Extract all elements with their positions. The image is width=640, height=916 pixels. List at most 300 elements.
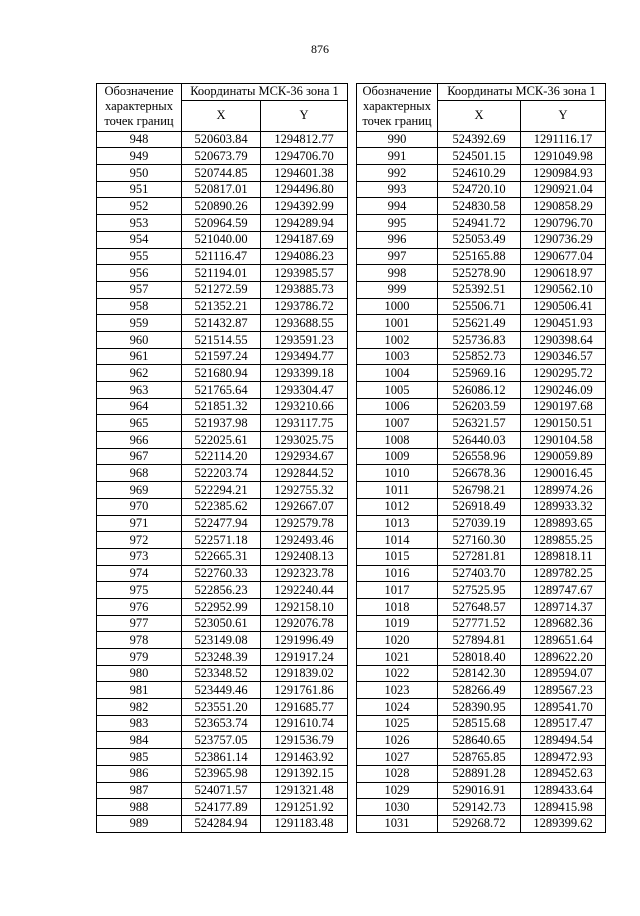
- x-coordinate-cell: 522294.21: [182, 482, 261, 499]
- point-number-cell: 987: [97, 782, 182, 799]
- table-row: [97, 382, 348, 399]
- table-row: [97, 482, 348, 499]
- point-number-cell: 1005: [357, 382, 438, 399]
- x-coordinate-cell: 526678.36: [438, 465, 521, 482]
- x-coordinate-cell: 522952.99: [182, 598, 261, 615]
- x-coordinate-cell: 524720.10: [438, 181, 521, 198]
- point-number-cell: 996: [357, 231, 438, 248]
- point-number-cell: 988: [97, 799, 182, 816]
- x-coordinate-cell: 528515.68: [438, 715, 521, 732]
- y-coordinate-cell: 1293494.77: [261, 348, 348, 365]
- point-number-cell: 957: [97, 281, 182, 298]
- x-coordinate-cell: 524941.72: [438, 215, 521, 232]
- point-number-cell: 975: [97, 582, 182, 599]
- point-number-cell: 950: [97, 165, 182, 182]
- point-number-cell: 1004: [357, 365, 438, 382]
- point-number-cell: 999: [357, 281, 438, 298]
- x-coordinate-cell: 523653.74: [182, 715, 261, 732]
- point-number-cell: 1014: [357, 532, 438, 549]
- x-coordinate-cell: 523551.20: [182, 699, 261, 716]
- x-coordinate-cell: 525392.51: [438, 281, 521, 298]
- x-coordinate-cell: 523861.14: [182, 749, 261, 766]
- point-number-cell: 1028: [357, 765, 438, 782]
- point-number-cell: 1031: [357, 815, 438, 832]
- y-coordinate-cell: 1289682.36: [521, 615, 606, 632]
- y-coordinate-cell: 1290858.29: [521, 198, 606, 215]
- x-coordinate-cell: 523248.39: [182, 649, 261, 666]
- table-row: [97, 231, 348, 248]
- y-coordinate-cell: 1290506.41: [521, 298, 606, 315]
- y-coordinate-cell: 1294496.80: [261, 181, 348, 198]
- point-number-cell: 1000: [357, 298, 438, 315]
- point-number-cell: 1024: [357, 699, 438, 716]
- x-coordinate-cell: 522760.33: [182, 565, 261, 582]
- point-number-cell: 953: [97, 215, 182, 232]
- table-row: [357, 465, 606, 482]
- y-coordinate-cell: 1290921.04: [521, 181, 606, 198]
- x-coordinate-cell: 525053.49: [438, 231, 521, 248]
- table-row: [357, 231, 606, 248]
- point-number-cell: 1026: [357, 732, 438, 749]
- table-row: [97, 148, 348, 165]
- table-row: [97, 632, 348, 649]
- point-number-cell: 998: [357, 265, 438, 282]
- x-coordinate-cell: 524830.58: [438, 198, 521, 215]
- table-row: [357, 215, 606, 232]
- x-coordinate-cell: 528765.85: [438, 749, 521, 766]
- point-number-cell: 1015: [357, 548, 438, 565]
- x-coordinate-cell: 526321.57: [438, 415, 521, 432]
- point-number-cell: 956: [97, 265, 182, 282]
- table-row: [357, 799, 606, 816]
- x-coordinate-cell: 520964.59: [182, 215, 261, 232]
- y-coordinate-cell: 1291392.15: [261, 765, 348, 782]
- table-row: [357, 398, 606, 415]
- table-row: [357, 582, 606, 599]
- x-coordinate-cell: 520817.01: [182, 181, 261, 198]
- y-coordinate-cell: 1294706.70: [261, 148, 348, 165]
- y-coordinate-cell: 1292076.78: [261, 615, 348, 632]
- x-coordinate-cell: 521194.01: [182, 265, 261, 282]
- point-number-cell: 1003: [357, 348, 438, 365]
- point-number-cell: 962: [97, 365, 182, 382]
- y-coordinate-cell: 1290150.51: [521, 415, 606, 432]
- point-number-cell: 966: [97, 432, 182, 449]
- coord-title-header: Координаты МСК-36 зона 1: [438, 84, 606, 101]
- y-coordinate-cell: 1293591.23: [261, 331, 348, 348]
- y-coordinate-cell: 1289933.32: [521, 498, 606, 515]
- x-coordinate-cell: 522477.94: [182, 515, 261, 532]
- x-coordinate-cell: 526558.96: [438, 448, 521, 465]
- point-number-cell: 1010: [357, 465, 438, 482]
- point-number-cell: 976: [97, 598, 182, 615]
- coordinate-table-right: [356, 83, 606, 833]
- table-row: [357, 732, 606, 749]
- table-row: [357, 749, 606, 766]
- x-coordinate-cell: 522114.20: [182, 448, 261, 465]
- y-coordinate-cell: 1289782.25: [521, 565, 606, 582]
- point-number-cell: 1023: [357, 682, 438, 699]
- y-coordinate-cell: 1292240.44: [261, 582, 348, 599]
- point-number-cell: 968: [97, 465, 182, 482]
- x-coordinate-cell: 524501.15: [438, 148, 521, 165]
- x-coordinate-cell: 521514.55: [182, 331, 261, 348]
- table-row: [97, 165, 348, 182]
- y-coordinate-cell: 1294289.94: [261, 215, 348, 232]
- y-coordinate-cell: 1291116.17: [521, 131, 606, 148]
- table-row: [97, 248, 348, 265]
- point-number-cell: 1020: [357, 632, 438, 649]
- point-number-cell: 1013: [357, 515, 438, 532]
- x-coordinate-cell: 521680.94: [182, 365, 261, 382]
- y-coordinate-cell: 1294601.38: [261, 165, 348, 182]
- coordinate-tables: [96, 83, 606, 833]
- point-number-cell: 969: [97, 482, 182, 499]
- y-coordinate-cell: 1290796.70: [521, 215, 606, 232]
- y-coordinate-cell: 1293210.66: [261, 398, 348, 415]
- table-row: [97, 799, 348, 816]
- point-number-cell: 985: [97, 749, 182, 766]
- y-coordinate-cell: 1289452.63: [521, 765, 606, 782]
- table-row: [97, 732, 348, 749]
- table-row: [357, 715, 606, 732]
- x-coordinate-cell: 523348.52: [182, 665, 261, 682]
- y-coordinate-cell: 1292844.52: [261, 465, 348, 482]
- x-coordinate-cell: 524177.89: [182, 799, 261, 816]
- table-row: [97, 815, 348, 832]
- y-coordinate-cell: 1291839.02: [261, 665, 348, 682]
- table-row: [97, 565, 348, 582]
- x-coordinate-cell: 524392.69: [438, 131, 521, 148]
- table-row: [357, 699, 606, 716]
- x-coordinate-cell: 527160.30: [438, 532, 521, 549]
- x-coordinate-cell: 529016.91: [438, 782, 521, 799]
- table-row: [97, 699, 348, 716]
- table-row: [97, 782, 348, 799]
- x-coordinate-cell: 523449.46: [182, 682, 261, 699]
- point-number-cell: 1007: [357, 415, 438, 432]
- y-coordinate-cell: 1290016.45: [521, 465, 606, 482]
- y-coordinate-cell: 1289567.23: [521, 682, 606, 699]
- y-header: Y: [261, 100, 348, 131]
- x-coordinate-cell: 527894.81: [438, 632, 521, 649]
- y-coordinate-cell: 1291917.24: [261, 649, 348, 666]
- y-coordinate-cell: 1294392.99: [261, 198, 348, 215]
- table-row: [97, 181, 348, 198]
- point-number-cell: 986: [97, 765, 182, 782]
- y-coordinate-cell: 1292408.13: [261, 548, 348, 565]
- point-number-cell: 984: [97, 732, 182, 749]
- y-coordinate-cell: 1293985.57: [261, 265, 348, 282]
- point-number-cell: 951: [97, 181, 182, 198]
- y-coordinate-cell: 1289651.64: [521, 632, 606, 649]
- y-coordinate-cell: 1289472.93: [521, 749, 606, 766]
- table-row: [357, 348, 606, 365]
- y-coordinate-cell: 1289893.65: [521, 515, 606, 532]
- x-coordinate-cell: 520890.26: [182, 198, 261, 215]
- y-coordinate-cell: 1289433.64: [521, 782, 606, 799]
- point-number-cell: 1006: [357, 398, 438, 415]
- y-coordinate-cell: 1289855.25: [521, 532, 606, 549]
- point-number-cell: 991: [357, 148, 438, 165]
- point-number-cell: 1002: [357, 331, 438, 348]
- y-coordinate-cell: 1293117.75: [261, 415, 348, 432]
- y-coordinate-cell: 1289517.47: [521, 715, 606, 732]
- table-row: [97, 665, 348, 682]
- y-coordinate-cell: 1290346.57: [521, 348, 606, 365]
- y-coordinate-cell: 1289714.37: [521, 598, 606, 615]
- x-coordinate-cell: 522203.74: [182, 465, 261, 482]
- point-number-cell: 1019: [357, 615, 438, 632]
- table-row: [97, 415, 348, 432]
- table-row: [97, 281, 348, 298]
- table-row: [357, 632, 606, 649]
- point-number-cell: 990: [357, 131, 438, 148]
- y-coordinate-cell: 1292493.46: [261, 532, 348, 549]
- point-number-cell: 1008: [357, 432, 438, 449]
- y-coordinate-cell: 1294187.69: [261, 231, 348, 248]
- table-row: [357, 782, 606, 799]
- x-coordinate-cell: 525736.83: [438, 331, 521, 348]
- x-coordinate-cell: 521937.98: [182, 415, 261, 432]
- table-row: [357, 331, 606, 348]
- point-number-cell: 963: [97, 382, 182, 399]
- table-row: [357, 815, 606, 832]
- y-coordinate-cell: 1294086.23: [261, 248, 348, 265]
- x-coordinate-cell: 528266.49: [438, 682, 521, 699]
- table-row: [97, 582, 348, 599]
- y-coordinate-cell: 1293885.73: [261, 281, 348, 298]
- point-number-cell: 1027: [357, 749, 438, 766]
- table-row: [357, 415, 606, 432]
- x-coordinate-cell: 526918.49: [438, 498, 521, 515]
- table-row: [357, 432, 606, 449]
- table-row: [357, 148, 606, 165]
- x-coordinate-cell: 528390.95: [438, 699, 521, 716]
- x-coordinate-cell: 522385.62: [182, 498, 261, 515]
- x-coordinate-cell: 527525.95: [438, 582, 521, 599]
- x-coordinate-cell: 529142.73: [438, 799, 521, 816]
- y-coordinate-cell: 1291536.79: [261, 732, 348, 749]
- point-number-cell: 961: [97, 348, 182, 365]
- y-coordinate-cell: 1294812.77: [261, 131, 348, 148]
- point-number-cell: 1016: [357, 565, 438, 582]
- x-header: X: [182, 100, 261, 131]
- x-coordinate-cell: 528640.65: [438, 732, 521, 749]
- table-row: [357, 165, 606, 182]
- table-row: [97, 715, 348, 732]
- table-row: [97, 548, 348, 565]
- y-coordinate-cell: 1291685.77: [261, 699, 348, 716]
- x-coordinate-cell: 526086.12: [438, 382, 521, 399]
- y-coordinate-cell: 1289494.54: [521, 732, 606, 749]
- y-coordinate-cell: 1290562.10: [521, 281, 606, 298]
- point-number-cell: 972: [97, 532, 182, 549]
- table-row: [97, 532, 348, 549]
- table-row: [97, 432, 348, 449]
- y-coordinate-cell: 1291996.49: [261, 632, 348, 649]
- x-coordinate-cell: 527281.81: [438, 548, 521, 565]
- x-coordinate-cell: 521352.21: [182, 298, 261, 315]
- point-number-cell: 1001: [357, 315, 438, 332]
- table-row: [357, 265, 606, 282]
- table-row: [357, 532, 606, 549]
- x-coordinate-cell: 528018.40: [438, 649, 521, 666]
- table-row: [97, 315, 348, 332]
- point-label-header: Обозначение характерных точек границ: [97, 84, 182, 132]
- x-coordinate-cell: 523149.08: [182, 632, 261, 649]
- x-coordinate-cell: 525852.73: [438, 348, 521, 365]
- x-coordinate-cell: 522856.23: [182, 582, 261, 599]
- y-coordinate-cell: 1290677.04: [521, 248, 606, 265]
- y-coordinate-cell: 1293786.72: [261, 298, 348, 315]
- x-coordinate-cell: 526440.03: [438, 432, 521, 449]
- x-coordinate-cell: 523757.05: [182, 732, 261, 749]
- table-row: [97, 365, 348, 382]
- table-row: [97, 198, 348, 215]
- table-row: [357, 665, 606, 682]
- point-number-cell: 995: [357, 215, 438, 232]
- point-number-cell: 970: [97, 498, 182, 515]
- point-number-cell: 992: [357, 165, 438, 182]
- table-row: [97, 598, 348, 615]
- table-row: [357, 682, 606, 699]
- point-number-cell: 983: [97, 715, 182, 732]
- y-coordinate-cell: 1292158.10: [261, 598, 348, 615]
- point-number-cell: 948: [97, 131, 182, 148]
- y-coordinate-cell: 1292579.78: [261, 515, 348, 532]
- x-coordinate-cell: 526203.59: [438, 398, 521, 415]
- y-coordinate-cell: 1292323.78: [261, 565, 348, 582]
- y-header: Y: [521, 100, 606, 131]
- table-row: [357, 565, 606, 582]
- x-coordinate-cell: 525621.49: [438, 315, 521, 332]
- x-coordinate-cell: 520744.85: [182, 165, 261, 182]
- table-row: [97, 131, 348, 148]
- point-number-cell: 1009: [357, 448, 438, 465]
- table-row: [357, 498, 606, 515]
- point-number-cell: 981: [97, 682, 182, 699]
- y-coordinate-cell: 1289747.67: [521, 582, 606, 599]
- point-number-cell: 1021: [357, 649, 438, 666]
- x-coordinate-cell: 522571.18: [182, 532, 261, 549]
- table-row: [97, 498, 348, 515]
- table-row: [357, 382, 606, 399]
- x-coordinate-cell: 520673.79: [182, 148, 261, 165]
- table-row: [357, 649, 606, 666]
- x-coordinate-cell: 524071.57: [182, 782, 261, 799]
- point-number-cell: 949: [97, 148, 182, 165]
- point-number-cell: 954: [97, 231, 182, 248]
- x-coordinate-cell: 526798.21: [438, 482, 521, 499]
- table-row: [97, 749, 348, 766]
- y-coordinate-cell: 1291183.48: [261, 815, 348, 832]
- point-number-cell: 977: [97, 615, 182, 632]
- point-number-cell: 967: [97, 448, 182, 465]
- x-coordinate-cell: 523050.61: [182, 615, 261, 632]
- point-number-cell: 1025: [357, 715, 438, 732]
- x-coordinate-cell: 525165.88: [438, 248, 521, 265]
- table-row: [97, 615, 348, 632]
- y-coordinate-cell: 1289818.11: [521, 548, 606, 565]
- x-coordinate-cell: 522025.61: [182, 432, 261, 449]
- y-coordinate-cell: 1289415.98: [521, 799, 606, 816]
- point-number-cell: 989: [97, 815, 182, 832]
- x-coordinate-cell: 521765.64: [182, 382, 261, 399]
- x-coordinate-cell: 525506.71: [438, 298, 521, 315]
- page-number: 876: [311, 42, 329, 56]
- x-coordinate-cell: 524610.29: [438, 165, 521, 182]
- table-row: [97, 649, 348, 666]
- y-coordinate-cell: 1290618.97: [521, 265, 606, 282]
- point-number-cell: 1017: [357, 582, 438, 599]
- y-coordinate-cell: 1289541.70: [521, 699, 606, 716]
- x-coordinate-cell: 527403.70: [438, 565, 521, 582]
- table-row: [357, 515, 606, 532]
- point-number-cell: 1011: [357, 482, 438, 499]
- table-row: [357, 765, 606, 782]
- x-coordinate-cell: 521432.87: [182, 315, 261, 332]
- y-coordinate-cell: 1290197.68: [521, 398, 606, 415]
- y-coordinate-cell: 1290104.58: [521, 432, 606, 449]
- table-row: [97, 765, 348, 782]
- point-number-cell: 993: [357, 181, 438, 198]
- table-row: [97, 682, 348, 699]
- table-row: [97, 398, 348, 415]
- point-number-cell: 971: [97, 515, 182, 532]
- y-coordinate-cell: 1293025.75: [261, 432, 348, 449]
- y-coordinate-cell: 1292934.67: [261, 448, 348, 465]
- x-coordinate-cell: 527039.19: [438, 515, 521, 532]
- point-number-cell: 997: [357, 248, 438, 265]
- point-number-cell: 964: [97, 398, 182, 415]
- point-number-cell: 1022: [357, 665, 438, 682]
- point-number-cell: 952: [97, 198, 182, 215]
- table-row: [97, 298, 348, 315]
- point-number-cell: 1012: [357, 498, 438, 515]
- right-table-body: [357, 131, 606, 832]
- table-row: [357, 615, 606, 632]
- y-coordinate-cell: 1290451.93: [521, 315, 606, 332]
- table-row: [357, 598, 606, 615]
- table-row: [357, 482, 606, 499]
- y-coordinate-cell: 1291610.74: [261, 715, 348, 732]
- point-number-cell: 959: [97, 315, 182, 332]
- point-number-cell: 1030: [357, 799, 438, 816]
- table-row: [357, 181, 606, 198]
- x-header: X: [438, 100, 521, 131]
- point-number-cell: 994: [357, 198, 438, 215]
- y-coordinate-cell: 1291321.48: [261, 782, 348, 799]
- table-row: [97, 448, 348, 465]
- y-coordinate-cell: 1292667.07: [261, 498, 348, 515]
- point-number-cell: 1018: [357, 598, 438, 615]
- point-label-header: Обозначение характерных точек границ: [357, 84, 438, 132]
- y-coordinate-cell: 1291761.86: [261, 682, 348, 699]
- point-number-cell: 955: [97, 248, 182, 265]
- x-coordinate-cell: 521851.32: [182, 398, 261, 415]
- x-coordinate-cell: 528142.30: [438, 665, 521, 682]
- point-number-cell: 979: [97, 649, 182, 666]
- point-number-cell: 973: [97, 548, 182, 565]
- x-coordinate-cell: 527648.57: [438, 598, 521, 615]
- table-row: [357, 365, 606, 382]
- y-coordinate-cell: 1290059.89: [521, 448, 606, 465]
- point-number-cell: 982: [97, 699, 182, 716]
- point-number-cell: 1029: [357, 782, 438, 799]
- table-row: [97, 465, 348, 482]
- table-row: [97, 265, 348, 282]
